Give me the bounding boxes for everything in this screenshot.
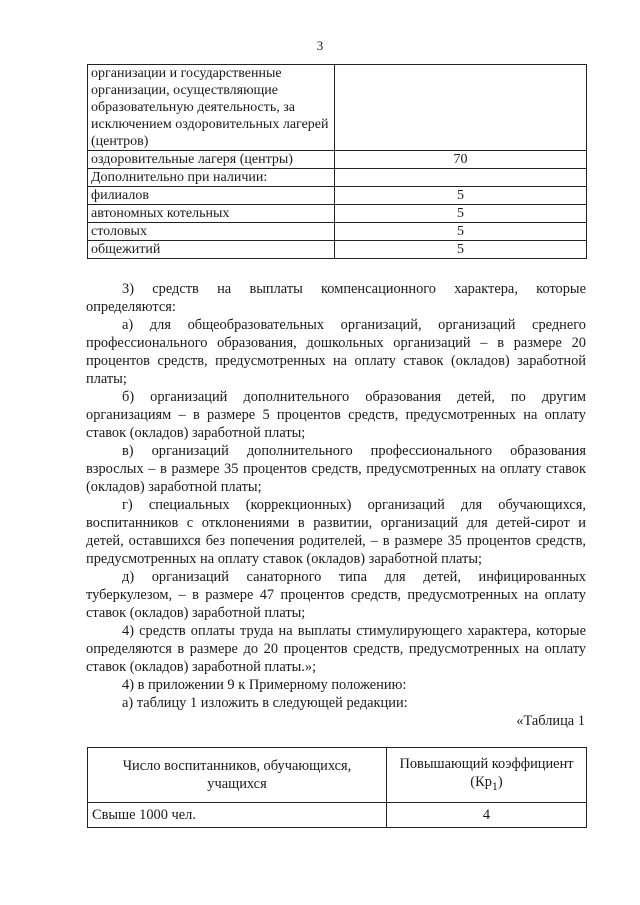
table-row — [88, 169, 587, 187]
row-label: Свыше 1000 чел. — [88, 803, 387, 828]
table-header-row — [88, 748, 587, 803]
document-body — [86, 280, 586, 712]
row-label: филиалов — [88, 187, 335, 205]
row-label: оздоровительные лагеря (центры) — [88, 151, 335, 169]
column-header-coefficient — [387, 748, 587, 803]
row-value: 5 — [335, 205, 587, 223]
paragraph: д) организаций санаторного типа для детей, инфицированных туберкулезом, – в размере 47 процентов средств, предусмотренных на оплату ставок (окладов) заработной платы; — [86, 569, 586, 621]
paragraph: а) таблицу 1 изложить в следующей редакции: — [122, 695, 408, 711]
row-value: 70 — [335, 151, 587, 169]
institution-types-table — [87, 64, 587, 259]
row-label: Дополнительно при наличии: — [88, 169, 335, 187]
table-row — [88, 151, 587, 169]
row-label: автономных котельных — [88, 205, 335, 223]
coefficient-table — [87, 747, 587, 828]
row-value: 5 — [335, 223, 587, 241]
row-value: 5 — [335, 241, 587, 259]
coefficient-header-text: Повышающий коэффициент (Кр — [399, 756, 574, 791]
paragraph: г) специальных (коррекционных) организаций для обучающихся, воспитанников с отклонениями в развитии, организаций для детей-сирот и детей, оставшихся без попечения родителей, – в размере 35 процентов средств, предусмотренных на оплату ставок (окладов) заработной платы; — [86, 497, 586, 567]
table-row — [88, 65, 587, 151]
column-header-count: Число воспитанников, обучающихся, учащихся — [88, 748, 387, 803]
table-row — [88, 803, 587, 828]
coefficient-header-close: ) — [497, 774, 503, 791]
paragraph: 3) средств на выплаты компенсационного характера, которые определяются: — [86, 281, 586, 315]
paragraph: 4) средств оплаты труда на выплаты стимулирующего характера, которые определяются в размере до 20 процентов средств, предусмотренных на оплату ставок (окладов) заработной платы.»; — [86, 623, 586, 675]
paragraph: б) организаций дополнительного образования детей, по другим организациям – в размере 5 процентов средств, предусмотренных на оплату ставок (окладов) заработной платы; — [86, 389, 586, 441]
row-value — [335, 169, 587, 187]
table-row — [88, 241, 587, 259]
paragraph: в) организаций дополнительного профессионального образования взрослых – в размере 35 процентов средств, предусмотренных на оплату ставок (окладов) заработной платы; — [86, 443, 586, 495]
page-number: 3 — [316, 38, 324, 53]
table-row — [88, 187, 587, 205]
coefficient-subscript: 1 — [491, 778, 498, 793]
row-value — [335, 65, 587, 151]
row-value: 5 — [335, 187, 587, 205]
paragraph: а) для общеобразовательных организаций, организаций среднего профессионального образования, дошкольных организаций – в размере 20 процентов средств, предусмотренных на оплату ставок (окладов) заработной платы; — [86, 317, 586, 387]
row-label: общежитий — [88, 241, 335, 259]
table-row — [88, 223, 587, 241]
row-value: 4 — [387, 803, 587, 828]
row-label: организации и государственные организации, осуществляющие образовательную деятельность, за исключением оздоровительных лагерей (центров) — [88, 65, 335, 151]
table-row — [88, 205, 587, 223]
row-label: столовых — [88, 223, 335, 241]
table-caption: «Таблица 1 — [516, 713, 585, 729]
paragraph: 4) в приложении 9 к Примерному положению: — [122, 677, 407, 693]
